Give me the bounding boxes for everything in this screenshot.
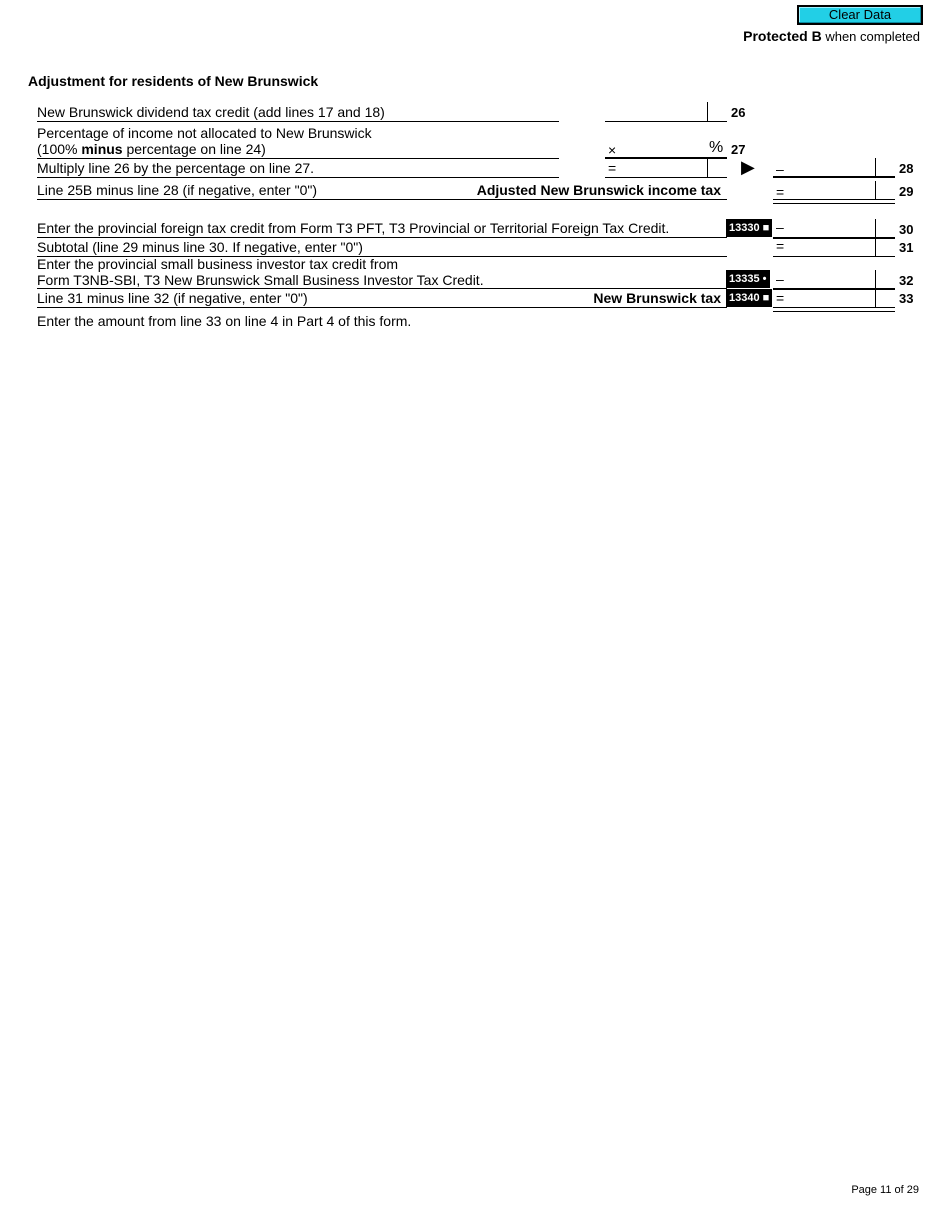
line-26-cents-divider [707, 102, 708, 121]
line-27-underline [37, 158, 559, 159]
line-27-minus: minus [81, 141, 123, 157]
line-28-equals-sign: = [608, 160, 617, 176]
clear-data-button[interactable]: Clear Data [797, 5, 923, 25]
new-brunswick-tax-label: New Brunswick tax [593, 290, 721, 306]
line-27-percent-sign: % [709, 139, 724, 156]
line-27-description-1: Percentage of income not allocated to New Brunswick [37, 125, 372, 141]
instruction-note: Enter the amount from line 33 on line 4 in Part 4 of this form. [37, 313, 412, 329]
protected-suffix: when completed [821, 29, 920, 44]
line-32-number: 32 [899, 273, 914, 288]
line-33-cents-divider [875, 289, 876, 307]
arrow-right-icon: ▶ [741, 157, 755, 177]
line-28-left-cents-divider [707, 159, 708, 177]
line-26-amount-input[interactable] [605, 103, 709, 122]
line-33-amount-input[interactable] [788, 289, 876, 308]
line-28-minus-sign: – [776, 161, 784, 177]
line-31-amount-input[interactable] [788, 238, 876, 257]
line-30-amount-input[interactable] [788, 219, 876, 238]
line-28-underline [37, 177, 559, 178]
line-28-number: 28 [899, 161, 914, 176]
line-28-field-underline [773, 176, 895, 178]
line-27-multiply-sign: × [608, 142, 617, 158]
line-28-left-field-underline [605, 177, 727, 178]
line-31-cents-divider [875, 238, 876, 256]
line-29-double-underline [773, 203, 895, 204]
line-26-description: New Brunswick dividend tax credit (add lines 17 and 18) [37, 104, 385, 120]
line-26-field-underline [605, 121, 727, 122]
line-31-number: 31 [899, 240, 914, 255]
line-31-description: Subtotal (line 29 minus line 30. If negative, enter "0") [37, 239, 363, 255]
line-33-description: Line 31 minus line 32 (if negative, enter "0") [37, 290, 308, 306]
line-33-code-number: 13340 [729, 292, 760, 304]
line-33-equals-sign: = [776, 290, 785, 306]
protected-label: Protected B [743, 28, 822, 44]
line-31-equals-sign: = [776, 238, 785, 254]
line-28-cents-divider [875, 158, 876, 176]
line-32-description-1: Enter the provincial small business investor tax credit from [37, 256, 399, 272]
line-32-description-2: Form T3NB-SBI, T3 New Brunswick Small Business Investor Tax Credit. [37, 272, 484, 288]
line-27-description-2 [37, 141, 266, 157]
line-33-number: 33 [899, 291, 914, 306]
adjusted-nb-income-tax-label: Adjusted New Brunswick income tax [476, 182, 721, 198]
line-32-underline [37, 288, 727, 289]
line-30-code [726, 219, 772, 237]
line-32-code [726, 270, 770, 288]
line-27-prefix: (100% [37, 141, 82, 157]
line-31-field-underline [773, 256, 895, 257]
line-32-minus-sign: – [776, 271, 784, 287]
bullet-icon: • [762, 273, 767, 285]
line-30-cents-divider [875, 219, 876, 237]
protected-status [743, 28, 920, 44]
line-29-underline [37, 199, 727, 200]
line-27-number: 27 [731, 142, 746, 157]
line-32-code-number: 13335 [729, 273, 760, 285]
line-28-left-amount-input[interactable] [620, 159, 708, 178]
square-icon: ■ [762, 292, 770, 304]
line-30-code-number: 13330 [729, 222, 760, 234]
line-26-number: 26 [731, 105, 746, 120]
line-30-underline [37, 237, 727, 238]
square-icon: ■ [762, 222, 770, 234]
line-30-minus-sign: – [776, 219, 784, 235]
line-29-cents-divider [875, 181, 876, 199]
line-33-code [726, 289, 772, 307]
line-29-equals-sign: = [776, 184, 785, 200]
line-33-underline [37, 307, 727, 308]
line-29-field-underline [773, 199, 895, 200]
line-33-field-underline [773, 307, 895, 308]
line-33-double-underline [773, 311, 895, 312]
line-30-number: 30 [899, 222, 914, 237]
section-title: Adjustment for residents of New Brunswick [28, 73, 319, 89]
line-32-cents-divider [875, 270, 876, 288]
line-30-description: Enter the provincial foreign tax credit from Form T3 PFT, T3 Provincial or Territorial Foreign Tax Credit. [37, 220, 670, 236]
line-29-amount-input[interactable] [788, 181, 876, 200]
line-29-description: Line 25B minus line 28 (if negative, enter "0") [37, 182, 317, 198]
line-27-percentage-input[interactable] [622, 139, 710, 158]
line-29-number: 29 [899, 184, 914, 199]
line-28-description: Multiply line 26 by the percentage on line 27. [37, 160, 315, 176]
line-27-suffix: percentage on line 24) [122, 141, 266, 157]
line-32-amount-input[interactable] [788, 270, 876, 289]
line-26-underline [37, 121, 559, 122]
page-number: Page 11 of 29 [851, 1184, 919, 1196]
